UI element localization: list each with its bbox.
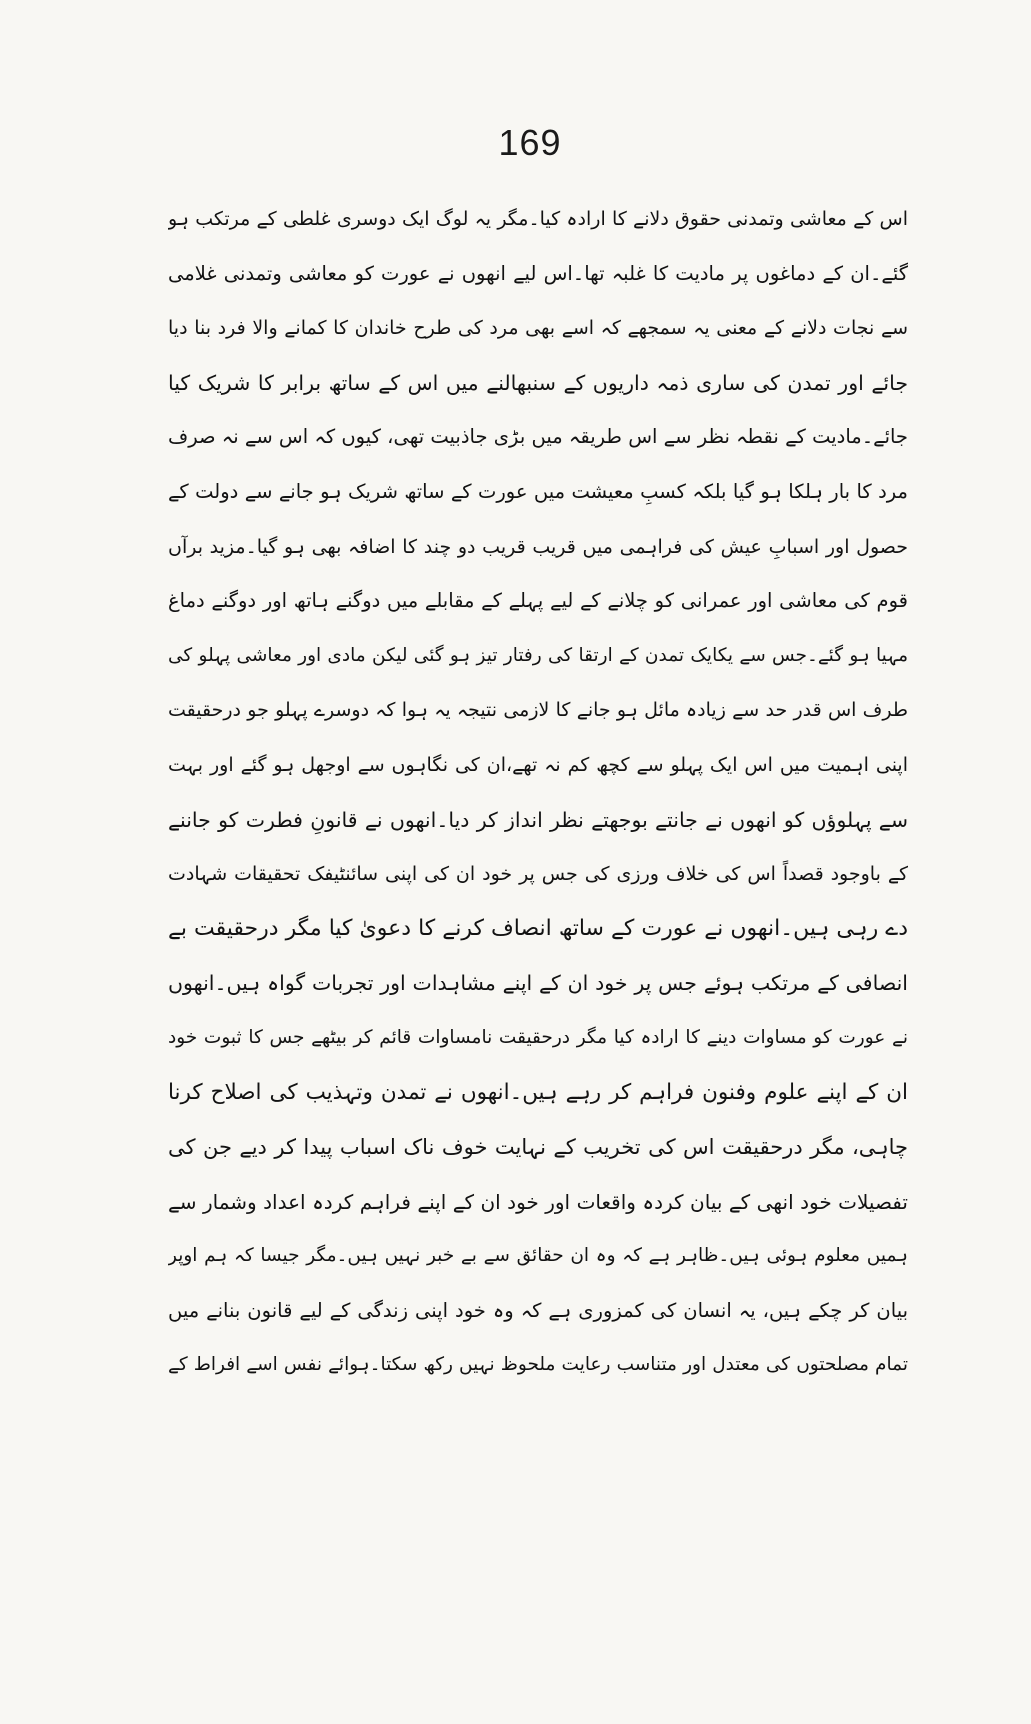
text-line: طرف اس قدر حد سے زیادہ مائل ہو جانے کا لازمی نتیجہ یہ ہوا کہ دوسرے پہلو جو درحقیقت bbox=[168, 699, 908, 722]
text-line: گئے۔ان کے دماغوں پر مادیت کا غلبہ تھا۔اس لیے انھوں نے عورت کو معاشی وتمدنی غلامی bbox=[168, 261, 908, 285]
text-line: چاہی، مگر درحقیقت اس کی تخریب کے نہایت خوف ناک اسباب پیدا کر دیے جن کی bbox=[168, 1135, 908, 1160]
text-line: حصول اور اسبابِ عیش کی فراہمی میں قریب قریب دو چند کا اضافہ بھی ہو گیا۔مزید برآں bbox=[168, 535, 908, 558]
text-line: قوم کی معاشی اور عمرانی کو چلانے کے لیے پہلے کے مقابلے میں دوگنے ہاتھ اور دوگنے دماغ bbox=[168, 589, 908, 613]
text-line: جائے اور تمدن کی ساری ذمہ داریوں کے سنبھالنے میں اس کے ساتھ برابر کا شریک کیا bbox=[168, 370, 908, 395]
text-line: سے نجات دلانے کے معنی یہ سمجھے کہ اسے بھی مرد کی طرح خاندان کا کمانے والا فرد بنا دیا bbox=[168, 317, 908, 340]
text-line: دے رہی ہیں۔انھوں نے عورت کے ساتھ انصاف کرنے کا دعویٰ کیا مگر درحقیقت بے bbox=[168, 915, 908, 941]
text-line: سے پہلوؤں کو انھوں نے جانتے بوجھتے نظر انداز کر دیا۔انھوں نے قانونِ فطرت کو جاننے bbox=[168, 807, 908, 832]
text-line: اپنی اہمیت میں اس ایک پہلو سے کچھ کم نہ تھے،ان کی نگاہوں سے اوجھل ہو گئے اور بہت bbox=[168, 753, 908, 776]
text-line: ان کے اپنے علوم وفنون فراہم کر رہے ہیں۔انھوں نے تمدن وتہذیب کی اصلاح کرنا bbox=[168, 1079, 908, 1105]
text-line: اس کے معاشی وتمدنی حقوق دلانے کا ارادہ کیا۔مگر یہ لوگ ایک دوسری غلطی کے مرتکب ہو bbox=[168, 208, 908, 230]
text-line: بیان کر چکے ہیں، یہ انسان کی کمزوری ہے کہ وہ خود اپنی زندگی کے لیے قانون بنانے میں bbox=[168, 1298, 908, 1322]
text-line: ہمیں معلوم ہوئی ہیں۔ظاہر ہے کہ وہ ان حقائق سے بے خبر نہیں ہیں۔مگر جیسا کہ ہم اوپر bbox=[168, 1245, 908, 1267]
text-line: مہیا ہو گئے۔جس سے یکایک تمدن کے ارتقا کی رفتار تیز ہو گئی لیکن مادی اور معاشی پہلو کی bbox=[168, 644, 908, 666]
text-line: جائے۔مادیت کے نقطہ نظر سے اس طریقہ میں بڑی جاذبیت تھی، کیوں کہ اس سے نہ صرف bbox=[168, 425, 908, 449]
page-number: 169 bbox=[498, 122, 562, 163]
text-line: انصافی کے مرتکب ہوئے جس پر خود ان کے اپنے مشاہدات اور تجربات گواہ ہیں۔انھوں bbox=[168, 971, 908, 996]
text-line: مرد کا بار ہلکا ہو گیا بلکہ کسبِ معیشت میں عورت کے ساتھ شریک ہو جانے سے دولت کے bbox=[168, 479, 908, 503]
text-line: تمام مصلحتوں کی معتدل اور متناسب رعایت ملحوظ نہیں رکھ سکتا۔ہوائے نفس اسے افراط کے bbox=[168, 1354, 908, 1376]
text-line: نے عورت کو مساوات دینے کا ارادہ کیا مگر درحقیقت نامساوات قائم کر بیٹھے جس کا ثبوت خود bbox=[168, 1026, 908, 1048]
text-line: تفصیلات خود انھی کے بیان کردہ واقعات اور خود ان کے اپنے فراہم کردہ اعداد وشمار سے bbox=[168, 1189, 908, 1214]
text-line: کے باوجود قصداً اس کی خلاف ورزی کی جس پر خود ان کی اپنی سائنٹیفک تحقیقات شہادت bbox=[168, 863, 908, 886]
body-text bbox=[168, 192, 908, 1393]
